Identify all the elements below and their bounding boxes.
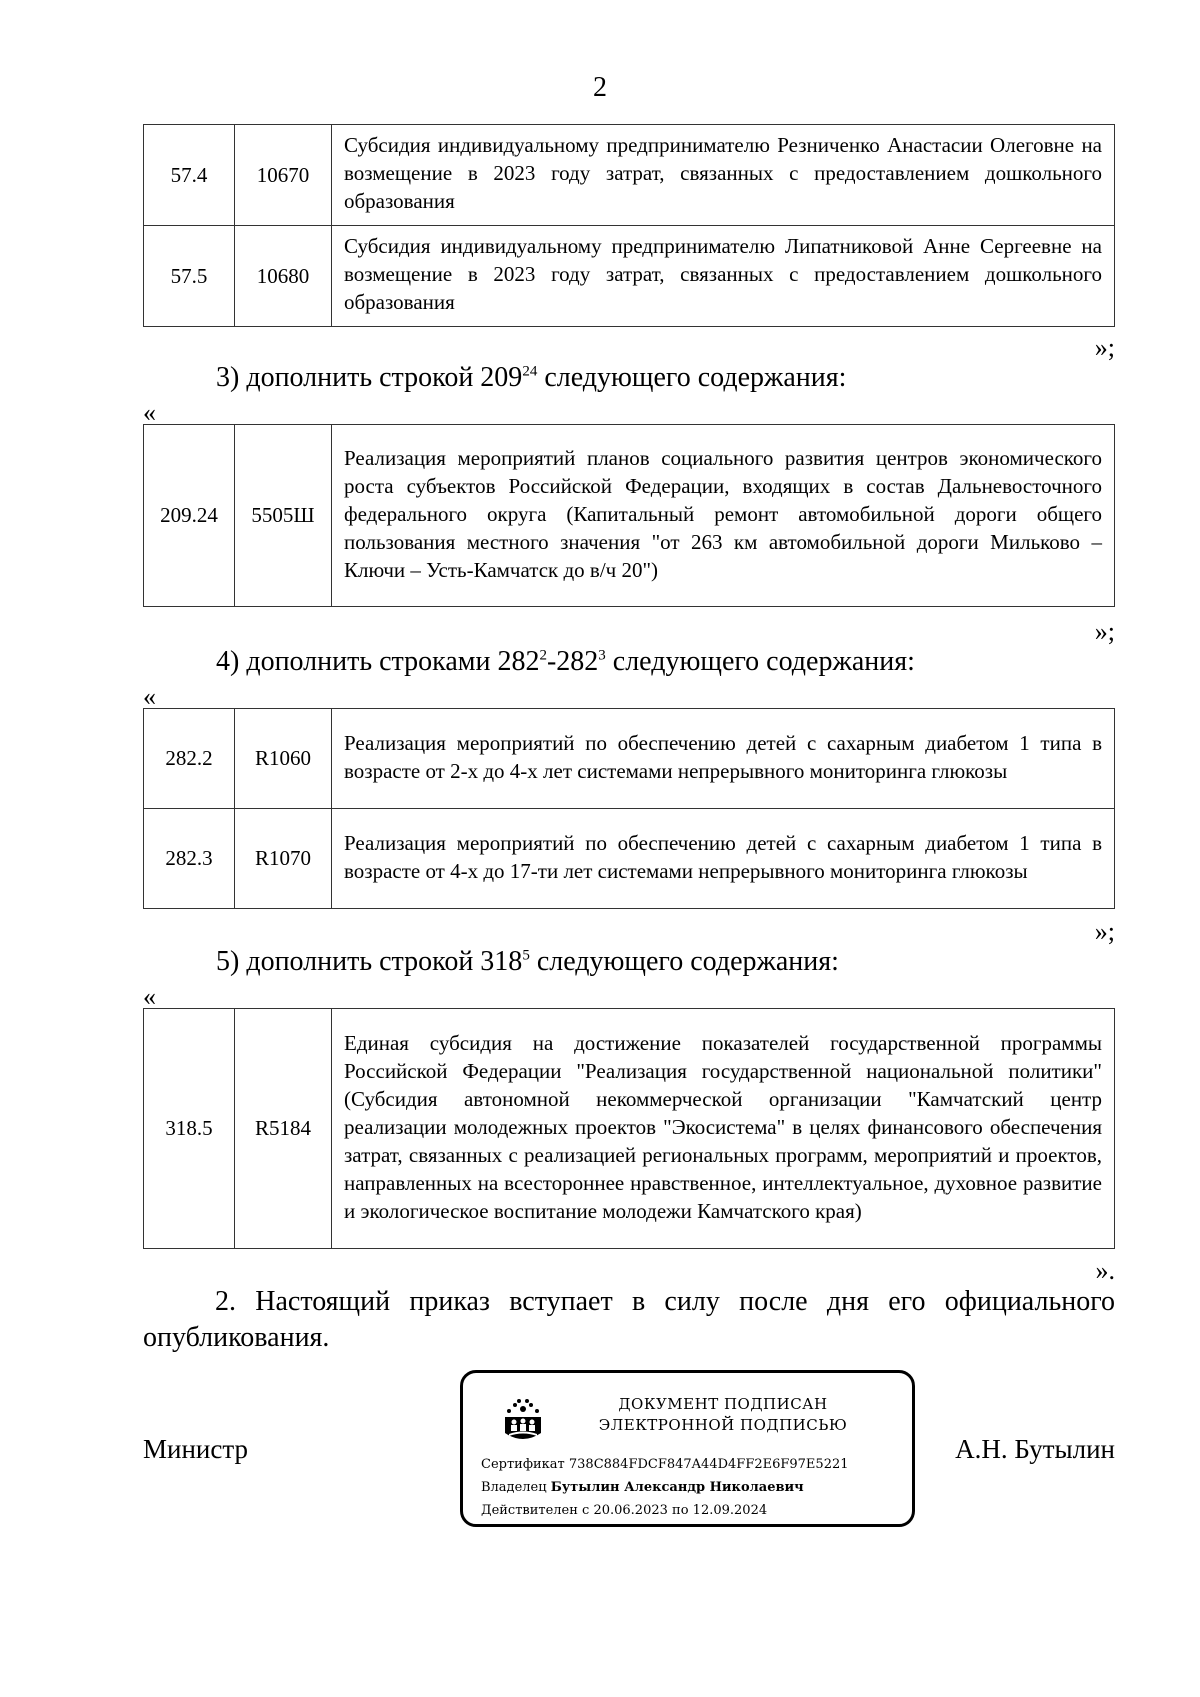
valid-label: Действителен с	[481, 1503, 590, 1518]
row-code: R1070	[235, 809, 332, 909]
table-row-209	[143, 424, 1115, 607]
table-row	[144, 1009, 1115, 1249]
row-text: Субсидия индивидуальному предпринимателю Резниченко Анастасии Олеговне на возмещение в 2023 году затрат, связанных с предоставлением дошкольного образования	[332, 125, 1115, 226]
item-5-text: 5) дополнить строкой 318	[216, 946, 523, 977]
table-row-318	[143, 1008, 1115, 1249]
closing-quote: »;	[1094, 333, 1115, 362]
row-number: 57.4	[144, 125, 235, 226]
row-number: 318.5	[144, 1009, 235, 1249]
table-rows-282	[143, 708, 1115, 909]
signature-name: А.Н. Бутылин	[955, 1434, 1115, 1464]
item-4	[216, 646, 915, 678]
row-code: 5505Ш	[235, 425, 332, 607]
row-text: Единая субсидия на достижение показателей государственной программы Российской Федерации "Реализация государственной национальной политики" (Субсидия автономной некоммерческой организации "Камчатский центр реализации молодежных проектов "Экосистема" в целях финансового обеспечения затрат, связанных с реализацией региональных программ, мероприятий и проектов, направленных на всестороннее нравственное, интеллектуальное, духовное развитие и экологическое воспитание молодежи Камчатского края)	[332, 1009, 1115, 1249]
row-text: Субсидия индивидуальному предпринимателю Липатниковой Анне Сергеевне на возмещение в 2023 году затрат, связанных с предоставлением дошкольного образования	[332, 226, 1115, 327]
signature-position: Министр	[143, 1434, 248, 1464]
certificate-value: 738C884FDCF847A44D4FF2E6F97E5221	[568, 1457, 849, 1472]
table-row	[144, 425, 1115, 607]
item-5-sup: 5	[522, 947, 530, 964]
opening-quote: «	[143, 682, 156, 711]
opening-quote: «	[143, 982, 156, 1011]
valid-from: 20.06.2023	[593, 1503, 668, 1518]
closing-quote: »;	[1094, 917, 1115, 946]
row-code: 10680	[235, 226, 332, 327]
table-rows-57	[143, 124, 1115, 327]
row-code: 10670	[235, 125, 332, 226]
row-number: 209.24	[144, 425, 235, 607]
row-code: R1060	[235, 709, 332, 809]
stamp-title-line2: ЭЛЕКТРОННОЙ ПОДПИСЬЮ	[598, 1416, 848, 1434]
owner-value: Бутылин Александр Николаевич	[550, 1480, 804, 1495]
item-5	[216, 946, 839, 978]
opening-quote: «	[143, 398, 156, 427]
row-number: 282.3	[144, 809, 235, 909]
electronic-signature-stamp	[460, 1370, 915, 1527]
item-3	[216, 362, 846, 394]
item-4-tail: следующего содержания:	[605, 646, 915, 677]
table-row	[144, 809, 1115, 909]
page-number: 2	[593, 72, 607, 103]
table-row	[144, 125, 1115, 226]
valid-to: 12.09.2024	[692, 1503, 768, 1518]
item-4-sup2: 3	[598, 647, 606, 664]
table-row	[144, 709, 1115, 809]
row-text: Реализация мероприятий по обеспечению детей с сахарным диабетом 1 типа в возрасте от 4-х до 17-ти лет системами непрерывного мониторинга глюкозы	[332, 809, 1115, 909]
item-5-tail: следующего содержания:	[529, 946, 839, 977]
final-quote: ».	[1095, 1256, 1115, 1285]
item-3-tail: следующего содержания:	[537, 362, 847, 393]
stamp-owner	[481, 1480, 804, 1495]
item-3-sup: 24	[522, 363, 538, 380]
certificate-label: Сертификат	[481, 1457, 565, 1472]
item-4-text: 4) дополнить строками 282	[216, 646, 540, 677]
row-text: Реализация мероприятий по обеспечению детей с сахарным диабетом 1 типа в возрасте от 2-х до 4-х лет системами непрерывного мониторинга глюкозы	[332, 709, 1115, 809]
table-row	[144, 226, 1115, 327]
row-text: Реализация мероприятий планов социального развития центров экономического роста субъектов Российской Федерации, входящих в состав Дальневосточного федерального округа (Капитальный ремонт автомобильной дороги общего пользования местного значения "от 263 км автомобильной дороги Мильково – Ключи – Усть-Камчатск до в/ч 20")	[332, 425, 1115, 607]
stamp-validity	[481, 1503, 767, 1518]
stamp-title-line1: ДОКУМЕНТ ПОДПИСАН	[618, 1395, 828, 1413]
stamp-certificate	[481, 1457, 849, 1472]
item-4-mid: -282	[546, 646, 599, 677]
row-code: R5184	[235, 1009, 332, 1249]
item-4-sup1: 2	[539, 647, 547, 664]
coat-of-arms-icon	[499, 1393, 547, 1445]
valid-to-label: по	[672, 1503, 689, 1518]
paragraph-effective-date: 2. Настоящий приказ вступает в силу после дня его официального опубликования.	[143, 1286, 1115, 1353]
row-number: 57.5	[144, 226, 235, 327]
owner-label: Владелец	[481, 1480, 547, 1495]
item-3-text: 3) дополнить строкой 209	[216, 362, 523, 393]
closing-quote: »;	[1094, 617, 1115, 646]
row-number: 282.2	[144, 709, 235, 809]
